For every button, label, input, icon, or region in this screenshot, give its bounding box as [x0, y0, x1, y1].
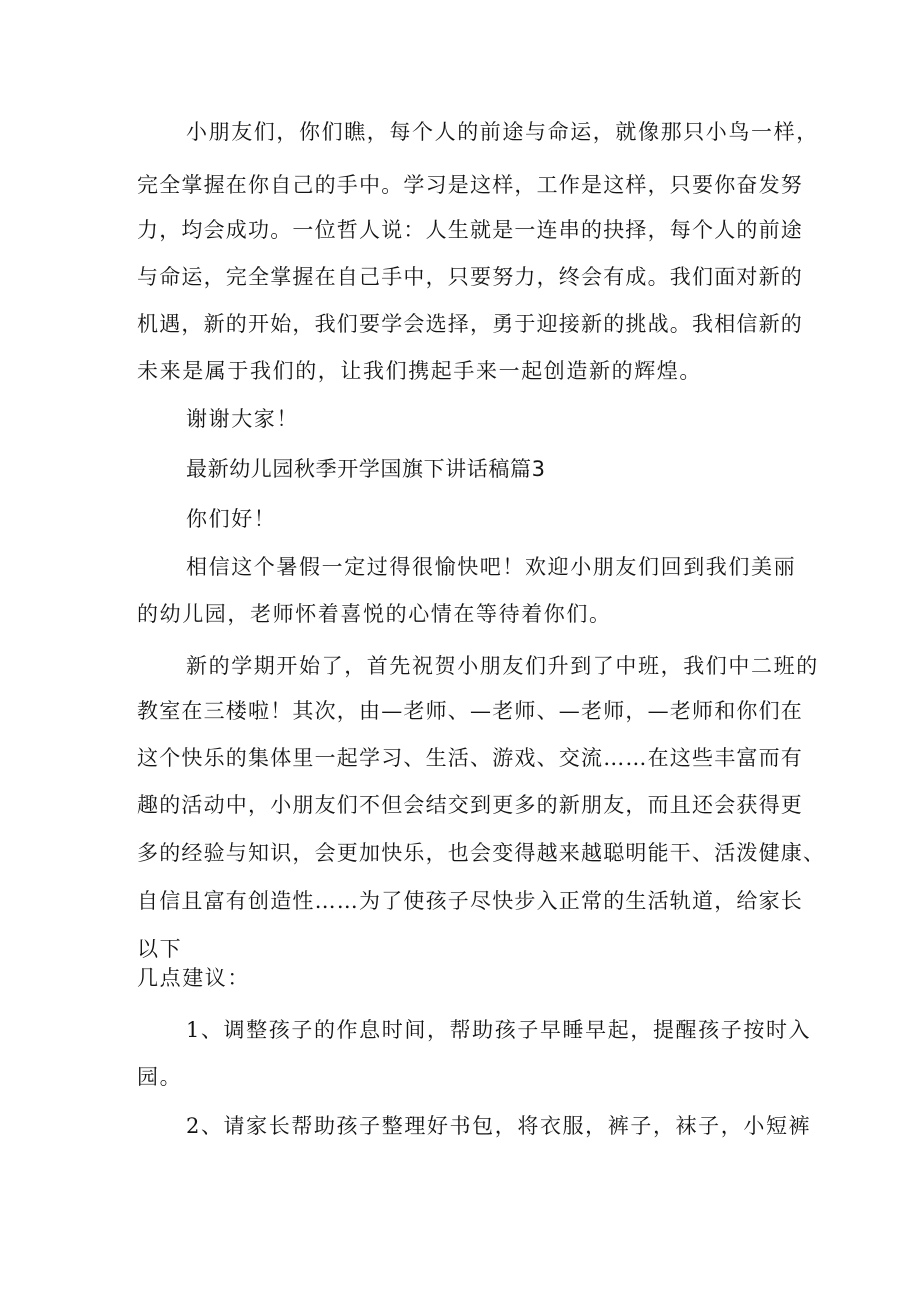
paragraph-1-line-4: 与命运，完全掌握在自己手中，只要努力，终会有成。我们面对新的: [137, 265, 803, 289]
paragraph-3-line-3: 这个快乐的集体里一起学习、生活、游戏、交流……在这些丰富而有: [137, 746, 803, 770]
paragraph-1-line-6: 未来是属于我们的，让我们携起手来一起创造新的辉煌。: [137, 359, 702, 383]
paragraph-3-line-2: 教室在三楼啦！其次，由—老师、—老师、—老师，—老师和你们在: [137, 699, 803, 723]
paragraph-3-line-1: 新的学期开始了，首先祝贺小朋友们升到了中班，我们中二班的: [186, 654, 819, 678]
paragraph-2-line-1: 相信这个暑假一定过得很愉快吧！欢迎小朋友们回到我们美丽: [186, 555, 797, 579]
paragraph-1-line-5: 机遇，新的开始，我们要学会选择，勇于迎接新的挑战。我相信新的: [137, 312, 803, 336]
paragraph-3-line-8: 几点建议：: [137, 966, 250, 990]
paragraph-1-line-3: 力，均会成功。一位哲人说：人生就是一连串的抉择，每个人的前途: [137, 218, 803, 242]
paragraph-3-line-6: 自信且富有创造性……为了使孩子尽快步入正常的生活轨道，给家长: [137, 889, 803, 913]
paragraph-1-line-1: 小朋友们，你们瞧，每个人的前途与命运，就像那只小鸟一样，: [186, 120, 819, 144]
paragraph-3-line-7: 以下: [137, 937, 183, 961]
thanks-line: 谢谢大家！: [186, 407, 299, 431]
section-title: 最新幼儿园秋季开学国旗下讲话稿篇3: [186, 457, 546, 481]
greeting-line: 你们好！: [186, 507, 277, 531]
list-item-2-line-1: 2、请家长帮助孩子整理好书包，将衣服，裤子，袜子，小短裤: [186, 1114, 812, 1138]
paragraph-2-line-2: 的幼儿园，老师怀着喜悦的心情在等待着你们。: [137, 602, 612, 626]
paragraph-3-line-4: 趣的活动中，小朋友们不但会结交到更多的新朋友，而且还会获得更: [137, 793, 803, 817]
list-item-1-line-2: 园。: [137, 1065, 183, 1089]
paragraph-1-line-2: 完全掌握在你自己的手中。学习是这样，工作是这样，只要你奋发努: [137, 173, 803, 197]
list-item-1-line-1: 1、调整孩子的作息时间，帮助孩子早睡早起，提醒孩子按时入: [186, 1018, 812, 1042]
paragraph-3-line-5: 多的经验与知识，会更加快乐，也会变得越来越聪明能干、活泼健康、: [137, 841, 826, 865]
